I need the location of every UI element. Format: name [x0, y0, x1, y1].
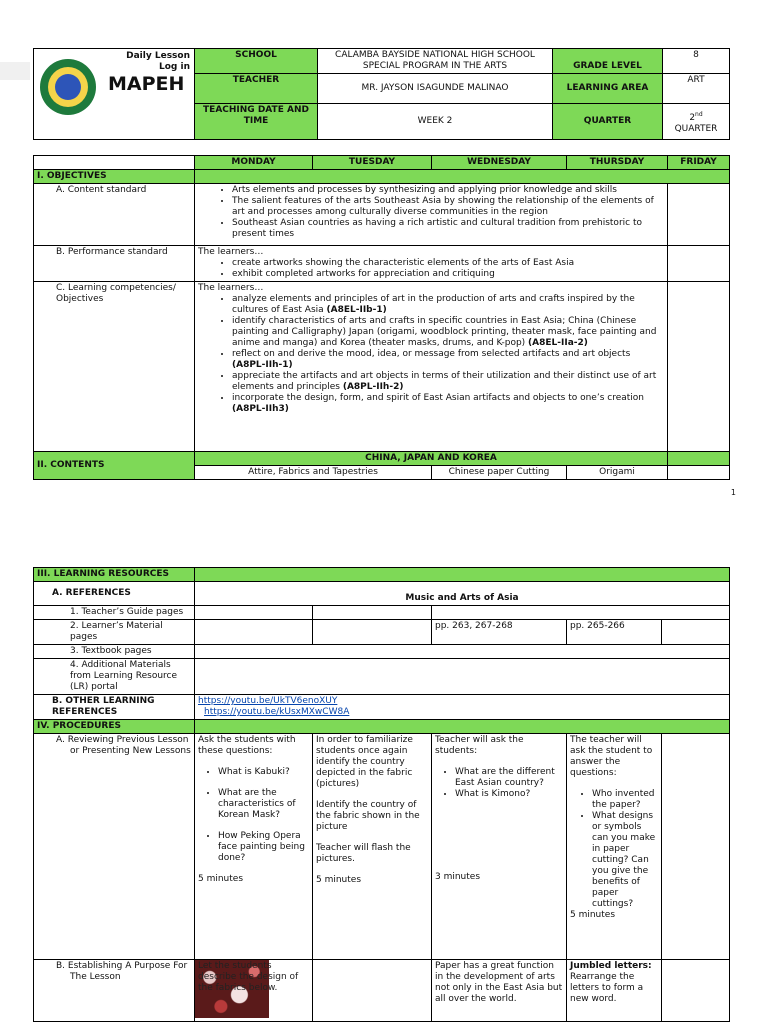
wednesday-time: 3 minutes	[435, 872, 481, 882]
lm-thursday: pp. 265-266	[567, 620, 662, 645]
competencies-intro: The learners…	[198, 283, 264, 293]
performance-intro: The learners…	[198, 247, 264, 257]
header-table	[33, 48, 730, 140]
objectives-bar	[195, 170, 730, 184]
content-item: • Southeast Asian countries as having a rich artistic and cultural tradition from prehistoric to present times	[232, 218, 664, 240]
tuesday-paragraph: Identify the country of the fabric shown in the picture	[316, 800, 420, 832]
references-label: A. REFERENCES	[34, 582, 195, 606]
contents-wednesday: Chinese paper Cutting	[432, 466, 567, 480]
reviewing-monday	[195, 734, 313, 960]
reviewing-friday	[662, 734, 730, 960]
learning-area-label: LEARNING AREA	[553, 74, 663, 104]
day-monday: MONDAY	[195, 156, 313, 170]
monday-question: • What are the characteristics of Korean Mask?	[218, 788, 309, 821]
additional-materials-label: 4. Additional Materials from Learning Resource (LR) portal	[34, 659, 195, 695]
contents-friday	[668, 466, 730, 480]
other-references-value	[195, 695, 730, 720]
youtube-link-1[interactable]: https://youtu.be/UkTV6enoXUY	[198, 696, 338, 706]
tuesday-paragraph: Teacher will flash the pictures.	[316, 843, 411, 864]
header-logo-cell	[34, 49, 195, 140]
wednesday-question: • What is Kimono?	[455, 789, 563, 800]
reviewing-lesson-label: A. Reviewing Previous Lesson or Presenting New Lessons	[34, 734, 195, 960]
tuesday-paragraph: In order to familiarize students once again identify the country depicted in the fabric (pictures)	[316, 735, 413, 789]
additional-materials-value	[195, 659, 730, 695]
thursday-time: 5 minutes	[570, 910, 616, 920]
learning-area-value: ART	[663, 74, 730, 104]
competency-item: • incorporate the design, form, and spirit of East Asian artifacts and objects to one’s creation (A8PL-IIh3)	[232, 393, 664, 415]
contents-thursday: Origami	[567, 466, 668, 480]
page-number: 1	[730, 488, 736, 497]
learning-competencies-label: C. Learning competencies/ Objectives	[34, 282, 195, 452]
competency-item: • analyze elements and principles of art in the production of arts and crafts inspired by the cultures of East Asia (A8EL-IIb-1)	[232, 294, 664, 316]
resources-table	[33, 567, 730, 1022]
school-value	[318, 49, 553, 74]
thursday-question: • What designs or symbols can you make in paper cutting? Can you give the benefits of paper cuttings?	[592, 811, 658, 910]
purpose-tuesday	[313, 960, 432, 1022]
teacher-label: TEACHER	[195, 74, 318, 104]
deped-seal-icon	[40, 57, 96, 117]
school-name-line2: SPECIAL PROGRAM IN THE ARTS	[362, 61, 508, 71]
content-item: • The salient features of the arts Southeast Asia by showing the relationship of the elements of art and processes among culturally diverse communities in the region	[232, 196, 664, 218]
youtube-link-2[interactable]: https://youtu.be/kUsxMXwCW8A	[204, 707, 350, 717]
lm-friday	[662, 620, 730, 645]
day-thursday: THURSDAY	[567, 156, 668, 170]
competency-item: • identify characteristics of arts and crafts in specific countries in East Asia; China (Chinese painting and Calligraphy) Japan (origami, woodblock printing, theater mask, face painting and anime and manga) and Korea (theater masks, drums, and K-pop) (A8EL-IIa-2)	[232, 316, 664, 349]
teaching-date-label: TEACHING DATE AND TIME	[195, 104, 318, 140]
performance-standard-label: B. Performance standard	[34, 246, 195, 282]
day-tuesday: TUESDAY	[313, 156, 432, 170]
daily-lesson-log-label: Daily Lesson Log in	[126, 51, 190, 72]
tg-tuesday	[313, 606, 432, 620]
subject-title: MAPEH	[108, 73, 185, 95]
monday-time: 5 minutes	[198, 874, 244, 884]
purpose-thursday: Jumbled letters: Rearrange the letters to form a new word.	[567, 960, 662, 1022]
monday-intro: Ask the students with these questions:	[198, 735, 296, 756]
tuesday-time: 5 minutes	[316, 875, 362, 885]
competency-item: • reflect on and derive the mood, idea, or message from selected artifacts and art objects (A8PL-IIh-1)	[232, 349, 664, 371]
contents-friday-bar	[668, 452, 730, 466]
teacher-value: MR. JAYSON ISAGUNDE MALINAO	[318, 74, 553, 104]
performance-standard-value	[195, 246, 668, 282]
reviewing-wednesday	[432, 734, 567, 960]
grade-level-label: GRADE LEVEL	[553, 49, 663, 74]
content-standard-value	[195, 184, 668, 246]
purpose-monday	[195, 960, 313, 1022]
thursday-intro: The teacher will ask the student to answer the questions:	[570, 735, 653, 778]
performance-item: • create artworks showing the characteristic elements of the arts of East Asia	[232, 258, 664, 269]
reviewing-tuesday	[313, 734, 432, 960]
competency-item: • appreciate the artifacts and art objects in terms of their utilization and their distinct use of art elements and principles (A8PL-IIh-2)	[232, 371, 664, 393]
day-header-blank	[34, 156, 195, 170]
content-standard-label: A. Content standard	[34, 184, 195, 246]
monday-question: • What is Kabuki?	[218, 767, 309, 778]
learning-resources-title: III. LEARNING RESOURCES	[34, 568, 195, 582]
purpose-monday-text: Let the students describe the design of the fabrics below.	[198, 961, 299, 993]
wednesday-intro: Teacher will ask the students:	[435, 735, 524, 756]
grade-level-value: 8	[663, 49, 730, 74]
reviewing-thursday	[567, 734, 662, 960]
other-references-label: B. OTHER LEARNING REFERENCES	[34, 695, 195, 720]
day-wednesday: WEDNESDAY	[432, 156, 567, 170]
contents-heading: CHINA, JAPAN AND KOREA	[195, 452, 668, 466]
references-value: Music and Arts of Asia	[195, 582, 730, 606]
performance-item: • exhibit completed artworks for appreciation and critiquing	[232, 269, 664, 280]
establishing-purpose-label: B. Establishing A Purpose For The Lesson	[34, 960, 195, 1022]
learners-material-label: 2. Learner’s Material pages	[34, 620, 195, 645]
school-name-line1: CALAMBA BAYSIDE NATIONAL HIGH SCHOOL	[335, 50, 535, 60]
content-friday	[668, 184, 730, 246]
tg-monday	[195, 606, 313, 620]
procedures-title: IV. PROCEDURES	[34, 720, 195, 734]
monday-question: • How Peking Opera face painting being done?	[218, 831, 309, 864]
scan-artifact	[0, 62, 30, 80]
learning-resources-bar	[195, 568, 730, 582]
objectives-title: I. OBJECTIVES	[34, 170, 195, 184]
quarter-value: 2nd QUARTER	[663, 104, 730, 140]
textbook-pages-value	[195, 645, 730, 659]
purpose-wednesday: Paper has a great function in the development of arts not only in the East Asia but all over the world.	[432, 960, 567, 1022]
school-label: SCHOOL	[195, 49, 318, 74]
teaching-date-value: WEEK 2	[318, 104, 553, 140]
quarter-label: QUARTER	[553, 104, 663, 140]
objectives-table	[33, 155, 730, 480]
lm-monday	[195, 620, 313, 645]
competencies-friday	[668, 282, 730, 452]
contents-monday-tuesday: Attire, Fabrics and Tapestries	[195, 466, 432, 480]
content-item: • Arts elements and processes by synthesizing and applying prior knowledge and skills	[232, 185, 664, 196]
thursday-question: • Who invented the paper?	[592, 789, 658, 811]
learning-competencies-value	[195, 282, 668, 452]
tg-wed-fri	[432, 606, 730, 620]
lm-tuesday	[313, 620, 432, 645]
teachers-guide-label: 1. Teacher’s Guide pages	[34, 606, 195, 620]
day-friday: FRIDAY	[668, 156, 730, 170]
textbook-pages-label: 3. Textbook pages	[34, 645, 195, 659]
contents-title: II. CONTENTS	[34, 452, 195, 480]
performance-friday	[668, 246, 730, 282]
procedures-bar	[195, 720, 730, 734]
wednesday-question: • What are the different East Asian country?	[455, 767, 563, 789]
purpose-friday	[662, 960, 730, 1022]
lm-wednesday: pp. 263, 267-268	[432, 620, 567, 645]
